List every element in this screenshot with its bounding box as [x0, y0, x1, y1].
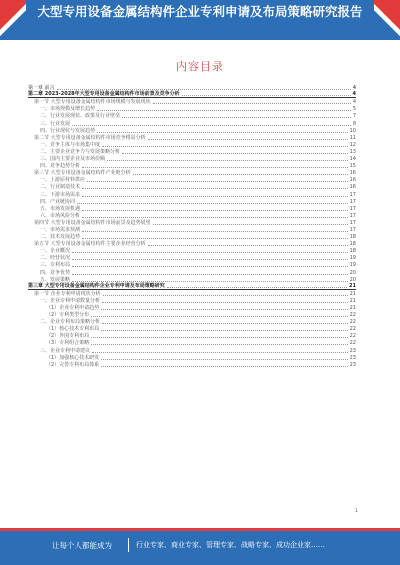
- toc-leader-dots: [72, 259, 348, 260]
- toc-entry[interactable]: [28, 219, 356, 226]
- toc-entry-text: 二、经营状况: [40, 255, 71, 262]
- toc-entry-page: 7: [352, 113, 356, 120]
- toc-entry-page: 14: [349, 156, 356, 163]
- toc-entry-text: 四、竞争趋势分析: [40, 163, 81, 170]
- toc-entry-text: 三、企业专利申请建议: [40, 347, 91, 354]
- toc-entry-text: （2）外围专利布局: [46, 333, 90, 340]
- toc-leader-dots: [167, 287, 347, 288]
- toc-entry-page: 23: [349, 354, 356, 361]
- toc-entry[interactable]: [28, 361, 356, 368]
- toc-entry[interactable]: [28, 226, 356, 233]
- toc-entry-text: 五、市场发展机遇: [40, 205, 81, 212]
- toc-entry-page: 8: [352, 120, 356, 127]
- toc-leader-dots: [82, 188, 348, 189]
- toc-entry-text: 一、市场需求预测: [40, 226, 81, 233]
- toc-entry-text: 三、下游市场需求: [40, 191, 81, 198]
- toc-entry-page: 20: [349, 269, 356, 276]
- toc-entry[interactable]: [28, 318, 356, 325]
- toc-entry-text: 三、行业发展: [40, 120, 71, 127]
- toc-entry-page: 17: [349, 191, 356, 198]
- toc-leader-dots: [102, 146, 348, 147]
- toc-entry-page: 20: [349, 276, 356, 283]
- toc-entry[interactable]: [28, 105, 356, 112]
- toc-entry-page: 17: [349, 205, 356, 212]
- toc-entry-text: 四、竞争优势: [40, 269, 71, 276]
- toc-entry-page: 21: [349, 282, 356, 289]
- toc-entry[interactable]: [28, 127, 356, 134]
- toc-entry[interactable]: [28, 233, 356, 240]
- toc-leader-dots: [82, 196, 348, 197]
- toc-heading: 内容目录: [176, 60, 224, 73]
- toc-leader-dots: [101, 330, 347, 331]
- toc-leader-dots: [82, 217, 348, 218]
- toc-entry[interactable]: [28, 212, 356, 219]
- toc-leader-dots: [122, 153, 348, 154]
- footer-divider: [128, 538, 129, 552]
- toc-entry[interactable]: [28, 268, 356, 275]
- report-header: [0, 0, 400, 40]
- toc-entry[interactable]: [28, 112, 356, 119]
- toc-entry-page: 19: [349, 262, 356, 269]
- toc-entry-text: 二、企业专利布局策略分析: [40, 319, 101, 326]
- toc-leader-dots: [148, 245, 348, 246]
- toc-leader-dots: [72, 281, 348, 282]
- toc-entry-text: 三、专利布局: [40, 262, 71, 269]
- toc-leader-dots: [148, 139, 348, 140]
- toc-entry[interactable]: [28, 332, 356, 339]
- toc-entry-text: 第一节 大型专用设备金属结构件市场规模与发展现状: [34, 99, 151, 106]
- toc-leader-dots: [82, 231, 348, 232]
- toc-entry-text: 四、行业现状与发展趋势: [40, 127, 96, 134]
- toc-entry[interactable]: [28, 304, 356, 311]
- toc-entry-page: 22: [349, 319, 356, 326]
- toc-entry[interactable]: [28, 311, 356, 318]
- toc-entry-text: 四、产业链协同: [40, 198, 76, 205]
- toc-entry-text: 六、市场风险分析: [40, 212, 81, 219]
- toc-leader-dots: [102, 323, 348, 324]
- toc-entry-text: 五、发展策略: [40, 276, 71, 283]
- toc-entry-text: 二、技术发展趋势: [40, 234, 81, 241]
- toc-entry[interactable]: [28, 155, 356, 162]
- toc-entry[interactable]: [28, 141, 356, 148]
- footer-slogan: 让每个人都能成为: [52, 541, 112, 550]
- header-stripe-right: [374, 0, 400, 40]
- toc-entry[interactable]: [28, 205, 356, 212]
- toc-entry-page: 16: [349, 184, 356, 191]
- toc-entry-text: 一、企业概况: [40, 248, 71, 255]
- toc-entry-page: 5: [352, 106, 356, 113]
- toc-entry-page: 22: [349, 326, 356, 333]
- footer-bar: [0, 528, 400, 565]
- page-number: 1: [354, 508, 358, 514]
- toc-entry-page: 22: [349, 312, 356, 319]
- toc-entry[interactable]: [28, 276, 356, 283]
- toc-entry[interactable]: [28, 346, 356, 353]
- toc-entry-page: 4: [352, 91, 356, 98]
- toc-entry-page: 10: [349, 127, 356, 134]
- toc-leader-dots: [122, 117, 351, 118]
- header-stripe-left: [0, 0, 26, 40]
- toc-entry[interactable]: [28, 148, 356, 155]
- toc-entry-page: 18: [349, 241, 356, 248]
- toc-entry[interactable]: [28, 134, 356, 141]
- report-title: 大型专用设备金属结构件企业专利申请及布局策略研究报告: [37, 4, 363, 19]
- toc-leader-dots: [87, 181, 348, 182]
- toc-entry[interactable]: [28, 162, 356, 169]
- toc-entry-text: 二、主要企业竞争力与发展策略分析: [40, 148, 121, 155]
- toc-entry-text: 一、上游原材料供应: [40, 177, 86, 184]
- toc-leader-dots: [82, 167, 348, 168]
- toc-entry-page: 23: [349, 361, 356, 368]
- toc-entry-page: 18: [349, 234, 356, 241]
- toc-entry[interactable]: [28, 169, 356, 176]
- toc-entry-page: 4: [352, 99, 356, 106]
- toc-entry[interactable]: [28, 283, 356, 290]
- toc-entry-page: 12: [349, 141, 356, 148]
- toc-entry-text: （1）核心技术专利布局: [46, 326, 100, 333]
- toc-entry-text: （3）专利组合策略: [46, 340, 90, 347]
- toc-entry-page: 16: [349, 177, 356, 184]
- toc-leader-dots: [153, 103, 351, 104]
- toc-entry-page: 17: [349, 219, 356, 226]
- toc-leader-dots: [97, 110, 351, 111]
- toc-entry-text: 二、行业发展现状、政策及行业壁垒: [40, 113, 121, 120]
- toc-entry-page: 21: [349, 297, 356, 304]
- toc-entry[interactable]: [28, 91, 356, 98]
- toc-entry[interactable]: [28, 119, 356, 126]
- toc-entry[interactable]: [28, 261, 356, 268]
- toc-leader-dots: [182, 95, 351, 96]
- toc-entry-page: 21: [349, 305, 356, 311]
- toc-entry-text: 第三节 大型专用设备金属结构件产业链分析: [34, 170, 131, 177]
- toc-entry-text: 第四节 大型专用设备金属结构件市场前景及趋势展望: [34, 219, 151, 226]
- toc-entry[interactable]: [28, 254, 356, 261]
- toc-entry-page: 16: [349, 170, 356, 177]
- toc-entry-text: 第二章 2023-2028年大型专用设备金属结构件市场前景及竞争分析: [28, 91, 180, 98]
- toc-leader-dots: [72, 252, 348, 253]
- toc-entry-text: 第三章 大型专用设备金属结构件企业专利申请及布局策略研究: [28, 282, 165, 289]
- toc-entry-page: 17: [349, 226, 356, 233]
- toc-leader-dots: [72, 266, 348, 267]
- toc-entry[interactable]: [28, 247, 356, 254]
- footer-tagline: 行业专家、商业专家、管理专家、战略专家、成功企业家……: [136, 541, 325, 549]
- toc-leader-dots: [103, 295, 348, 296]
- table-of-contents: [28, 84, 356, 368]
- toc-entry[interactable]: [28, 198, 356, 205]
- toc-leader-dots: [72, 125, 351, 126]
- toc-entry-page: 23: [349, 347, 356, 354]
- toc-entry-page: 15: [349, 163, 356, 170]
- toc-leader-dots: [101, 366, 347, 367]
- toc-entry-text: 三、国内主要企业及市场份额: [40, 156, 106, 163]
- toc-leader-dots: [57, 89, 351, 90]
- toc-leader-dots: [101, 359, 347, 360]
- toc-entry-text: 第一节 企业专利申请现状分析: [34, 290, 101, 297]
- toc-entry-text: 一、企业专利申请数量分析: [40, 297, 101, 304]
- toc-leader-dots: [91, 316, 347, 317]
- toc-leader-dots: [101, 309, 347, 310]
- toc-entry[interactable]: [28, 183, 356, 190]
- toc-entry-text: （1）企业专利申请趋势: [46, 305, 100, 311]
- toc-entry-page: 18: [349, 248, 356, 255]
- toc-entry-page: 19: [349, 255, 356, 262]
- toc-entry-text: 二、行业制造技术: [40, 184, 81, 191]
- toc-leader-dots: [82, 210, 348, 211]
- toc-entry-text: 第二节 大型专用设备金属结构件市场竞争格局分析: [34, 134, 146, 141]
- toc-leader-dots: [91, 344, 347, 345]
- toc-entry-text: （1）加强核心技术研发: [46, 354, 100, 361]
- toc-leader-dots: [82, 238, 348, 239]
- footer-accent-line: [0, 528, 400, 531]
- toc-leader-dots: [133, 174, 348, 175]
- toc-entry-text: 第一章 前言: [28, 85, 55, 92]
- toc-leader-dots: [107, 160, 348, 161]
- toc-entry[interactable]: [28, 98, 356, 105]
- toc-leader-dots: [102, 302, 348, 303]
- toc-entry-page: 4: [352, 85, 356, 92]
- toc-entry[interactable]: [28, 354, 356, 361]
- toc-leader-dots: [92, 352, 348, 353]
- toc-entry[interactable]: [28, 190, 356, 197]
- toc-leader-dots: [153, 224, 348, 225]
- toc-entry[interactable]: [28, 325, 356, 332]
- toc-entry[interactable]: [28, 176, 356, 183]
- toc-leader-dots: [77, 203, 348, 204]
- toc-entry-text: （2）专利类型分布: [46, 312, 90, 319]
- toc-entry-page: 21: [349, 290, 356, 297]
- toc-entry-page: 17: [349, 212, 356, 219]
- toc-entry-text: 一、竞争主体与市场集中度: [40, 141, 101, 148]
- toc-leader-dots: [91, 337, 347, 338]
- toc-entry-page: 11: [349, 134, 356, 141]
- toc-entry-text: 第五节 大型专用设备金属结构件主要企业经营分析: [34, 241, 146, 248]
- toc-entry[interactable]: [28, 290, 356, 297]
- toc-entry-page: 17: [349, 198, 356, 205]
- toc-entry[interactable]: [28, 240, 356, 247]
- toc-entry-page: 22: [349, 340, 356, 347]
- toc-entry-text: 一、市场规模及增长趋势: [40, 106, 96, 113]
- toc-entry[interactable]: [28, 339, 356, 346]
- toc-entry[interactable]: [28, 297, 356, 304]
- toc-entry-page: 22: [349, 333, 356, 340]
- toc-leader-dots: [97, 132, 348, 133]
- toc-entry-page: 13: [349, 148, 356, 155]
- toc-entry-text: （2）完善专利布局体系: [46, 361, 100, 368]
- toc-leader-dots: [72, 274, 348, 275]
